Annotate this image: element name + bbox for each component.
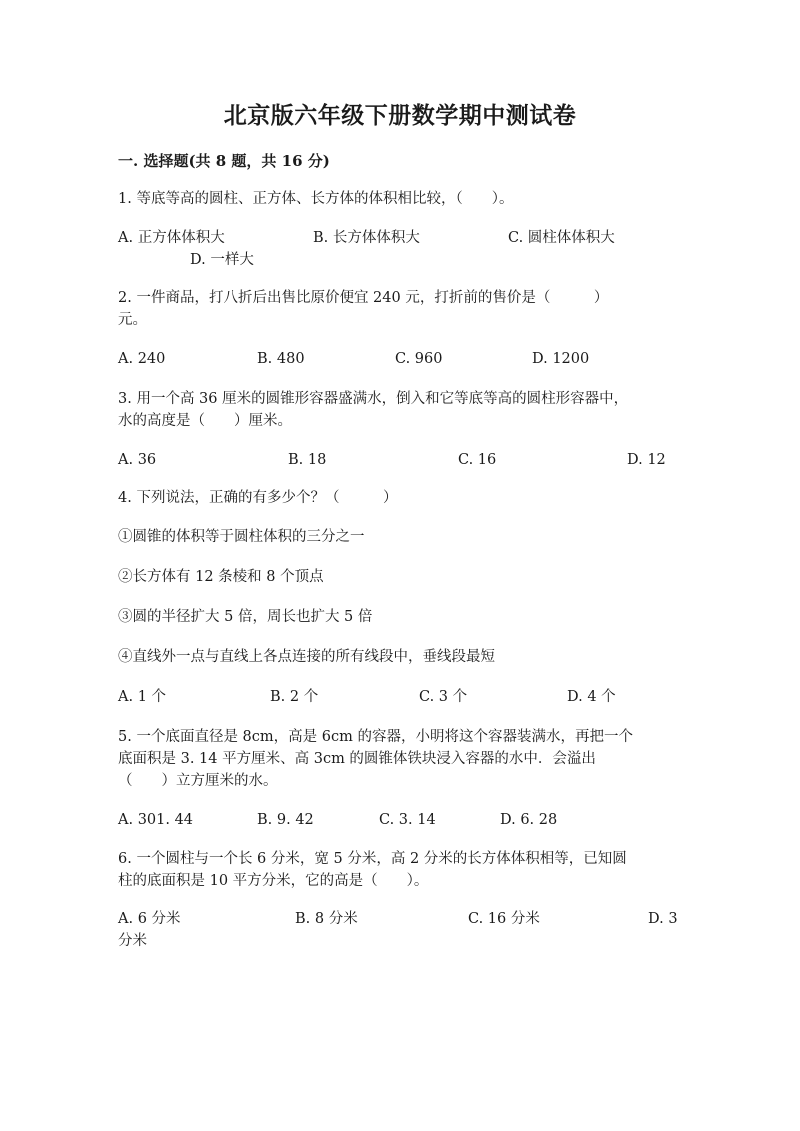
question-2-text-line-1: 2. 一件商品，打八折后出售比原价便宜 240 元，打折前的售价是（ ） (118, 290, 609, 306)
question-4-statement-3: ③圆的半径扩大 5 倍，周长也扩大 5 倍 (118, 609, 373, 625)
question-5-text-line-3: （ ）立方厘米的水。 (118, 773, 278, 789)
question-6-option-d: D. 3 (648, 911, 678, 927)
question-5-text-line-2: 底面积是 3. 14 平方厘米、高 3cm 的圆锥体铁块浸入容器的水中．会溢出 (118, 751, 596, 767)
question-2-text-line-2: 元。 (118, 312, 147, 328)
question-4-option-c: C. 3 个 (419, 689, 468, 705)
question-4-statement-4: ④直线外一点与直线上各点连接的所有线段中，垂线段最短 (118, 649, 495, 665)
question-3-text-line-1: 3. 用一个高 36 厘米的圆锥形容器盛满水，倒入和它等底等高的圆柱形容器中， (118, 391, 629, 407)
section-heading: 一. 选择题(共 8 题，共 16 分) (118, 152, 330, 170)
question-4-statement-2: ②长方体有 12 条棱和 8 个顶点 (118, 569, 324, 585)
question-5-text-line-1: 5. 一个底面直径是 8cm，高是 6cm 的容器，小明将这个容器装满水，再把一个 (118, 729, 633, 745)
question-2-option-c: C. 960 (395, 351, 443, 367)
question-5-option-b: B. 9. 42 (257, 812, 314, 828)
question-3-option-c: C. 16 (458, 452, 497, 468)
question-6-option-b: B. 8 分米 (295, 911, 358, 927)
question-2-option-b: B. 480 (257, 351, 305, 367)
question-1-option-b: B. 长方体体积大 (313, 230, 420, 246)
question-3-option-a: A. 36 (118, 452, 157, 468)
question-2-option-a: A. 240 (118, 351, 166, 367)
question-2-option-d: D. 1200 (532, 351, 590, 367)
question-5-option-a: A. 301. 44 (118, 812, 194, 828)
question-6-option-d-unit: 分米 (118, 933, 147, 949)
question-4-statement-1: ①圆锥的体积等于圆柱体积的三分之一 (118, 529, 365, 545)
question-4-option-d: D. 4 个 (567, 689, 616, 705)
question-1-option-c: C. 圆柱体体积大 (508, 230, 615, 246)
question-1-text: 1. 等底等高的圆柱、正方体、长方体的体积相比较，（ ）。 (118, 191, 514, 207)
question-3-text-line-2: 水的高度是（ ）厘米。 (118, 413, 292, 429)
page-title: 北京版六年级下册数学期中测试卷 (223, 102, 577, 129)
question-6-text-line-2: 柱的底面积是 10 平方分米，它的高是（ ）。 (118, 873, 429, 889)
question-5-option-c: C. 3. 14 (379, 812, 436, 828)
question-6-option-c: C. 16 分米 (468, 911, 540, 927)
question-3-option-b: B. 18 (288, 452, 327, 468)
question-6-text-line-1: 6. 一个圆柱与一个长 6 分米，宽 5 分米，高 2 分米的长方体体积相等，已知圆 (118, 851, 627, 867)
question-3-option-d: D. 12 (627, 452, 666, 468)
question-4-text: 4. 下列说法，正确的有多少个？（ ） (118, 490, 398, 506)
question-6-option-a: A. 6 分米 (118, 911, 181, 927)
question-1-option-a: A. 正方体体积大 (118, 230, 225, 246)
question-4-option-a: A. 1 个 (118, 689, 167, 705)
question-5-option-d: D. 6. 28 (500, 812, 558, 828)
question-1-option-d: D. 一样大 (190, 252, 254, 268)
question-4-option-b: B. 2 个 (270, 689, 319, 705)
